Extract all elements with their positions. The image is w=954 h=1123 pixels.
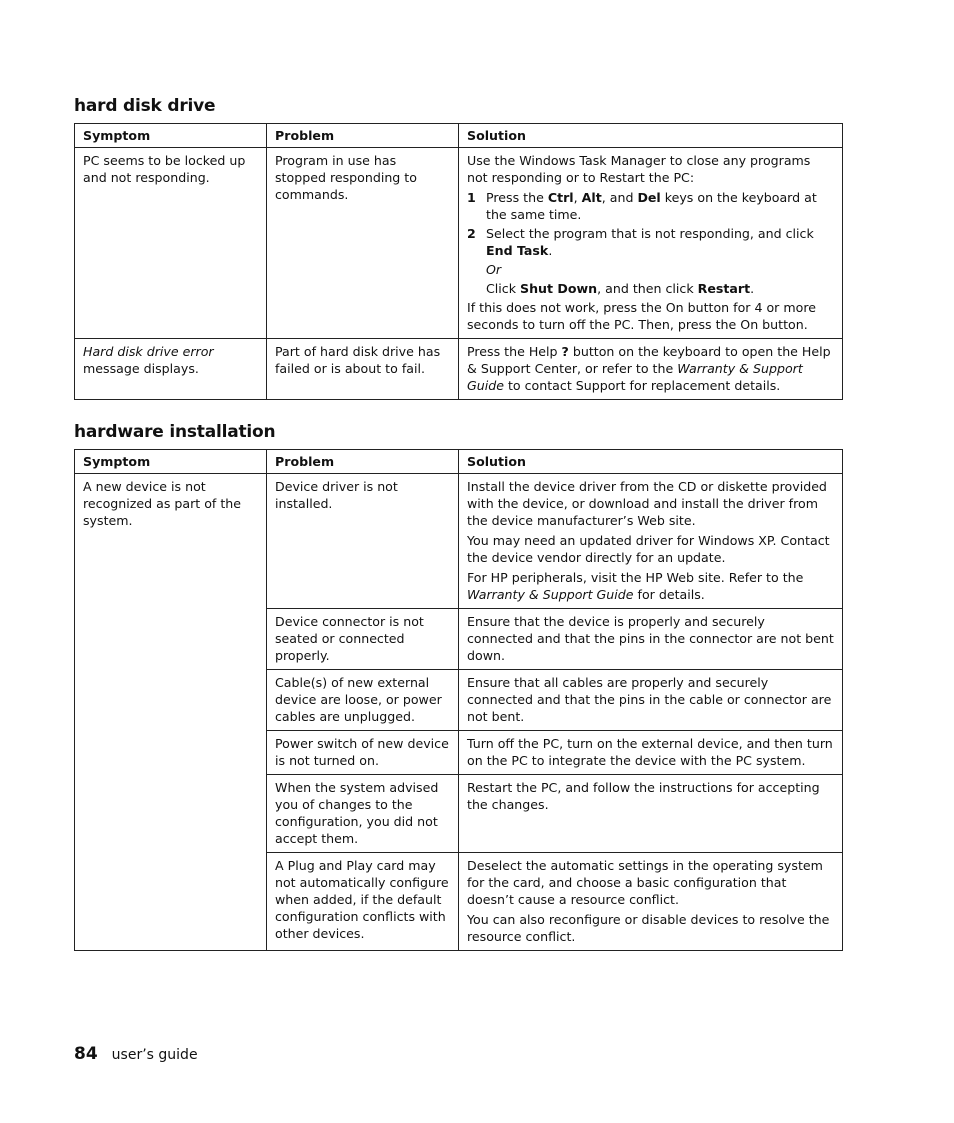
solution-paragraph: You may need an updated driver for Windows XP. Contact the device vendor directly for an update.: [467, 533, 830, 565]
symptom-cell: Hard disk drive error message displays.: [75, 339, 267, 400]
problem-cell: Device connector is not seated or connected properly.: [267, 609, 459, 670]
step-text: Select the program that is not responding, and click End Task.: [486, 226, 814, 258]
restart-label: Restart: [697, 281, 751, 296]
problem-cell: When the system advised you of changes to the configuration, you did not accept them.: [267, 775, 459, 853]
solution-paragraph: You can also reconfigure or disable devices to resolve the resource conflict.: [467, 912, 830, 944]
page-footer: [74, 1044, 198, 1064]
problem-cell: Cable(s) of new external device are loose, or power cables are unplugged.: [267, 670, 459, 731]
step-text: Press the Ctrl, Alt, and Del keys on the keyboard at the same time.: [486, 190, 817, 222]
problem-cell: Part of hard disk drive has failed or is about to fail.: [267, 339, 459, 400]
header-problem: Problem: [267, 450, 459, 474]
section-title-hardware-installation: hardware installation: [74, 422, 276, 442]
problem-cell: A Plug and Play card may not automatically configure when added, if the default configuration conflicts with other devices.: [267, 853, 459, 951]
key-ctrl: Ctrl: [547, 190, 574, 205]
key-del: Del: [637, 190, 661, 205]
solution-paragraph: Install the device driver from the CD or diskette provided with the device, or download and install the driver from the device manufacturer’s Web site.: [467, 479, 827, 528]
table-row: [75, 474, 843, 609]
help-key-icon: ?: [561, 344, 569, 359]
solution-cell: [459, 853, 843, 951]
table-row: [75, 339, 843, 400]
header-symptom: Symptom: [75, 450, 267, 474]
or-label: Or: [486, 262, 502, 277]
key-alt: Alt: [581, 190, 602, 205]
solution-cell: [459, 148, 843, 339]
guide-reference: Warranty & Support Guide: [467, 361, 803, 393]
page-number: 84: [74, 1044, 98, 1064]
guide-reference: Warranty & Support Guide: [467, 587, 634, 602]
solution-outro: If this does not work, press the On button for 4 or more seconds to turn off the PC. Then, press the On button.: [467, 300, 816, 332]
problem-cell: Device driver is not installed.: [267, 474, 459, 609]
table-header-row: [75, 450, 843, 474]
section-title-hard-disk-drive: hard disk drive: [74, 96, 216, 116]
header-symptom: Symptom: [75, 124, 267, 148]
header-problem: Problem: [267, 124, 459, 148]
solution-paragraph: For HP peripherals, visit the HP Web site. Refer to the Warranty & Support Guide for details.: [467, 570, 804, 602]
alternative-step: Click Shut Down, and then click Restart.: [486, 281, 755, 296]
solution-cell: Turn off the PC, turn on the external device, and then turn on the PC to integrate the device with the PC system.: [459, 731, 843, 775]
table-row: [75, 148, 843, 339]
hardware-installation-table: [74, 449, 843, 951]
symptom-cell: PC seems to be locked up and not responding.: [75, 148, 267, 339]
guide-label: user’s guide: [111, 1047, 198, 1063]
solution-cell: [459, 474, 843, 609]
problem-cell: Power switch of new device is not turned on.: [267, 731, 459, 775]
solution-paragraph: Deselect the automatic settings in the operating system for the card, and choose a basic configuration that doesn’t cause a resource conflict.: [467, 858, 823, 907]
header-solution: Solution: [459, 450, 843, 474]
shut-down-label: Shut Down: [520, 281, 598, 296]
solution-intro: Use the Windows Task Manager to close any programs not responding or to Restart the PC:: [467, 153, 811, 185]
step-number: 2: [467, 226, 476, 241]
step-number: 1: [467, 190, 476, 205]
end-task-label: End Task: [486, 243, 549, 258]
problem-cell: Program in use has stopped responding to commands.: [267, 148, 459, 339]
solution-cell: Restart the PC, and follow the instructions for accepting the changes.: [459, 775, 843, 853]
symptom-cell: A new device is not recognized as part of the system.: [75, 474, 267, 951]
solution-cell: Ensure that the device is properly and securely connected and that the pins in the connector are not bent down.: [459, 609, 843, 670]
header-solution: Solution: [459, 124, 843, 148]
solution-cell: Press the Help ? button on the keyboard to open the Help & Support Center, or refer to the Warranty & Support Guide to contact Support for replacement details.: [459, 339, 843, 400]
solution-cell: Ensure that all cables are properly and securely connected and that the pins in the cable or connector are not bent.: [459, 670, 843, 731]
table-header-row: [75, 124, 843, 148]
step-1: [467, 189, 834, 223]
hard-disk-drive-table: [74, 123, 843, 400]
step-2: [467, 225, 834, 259]
